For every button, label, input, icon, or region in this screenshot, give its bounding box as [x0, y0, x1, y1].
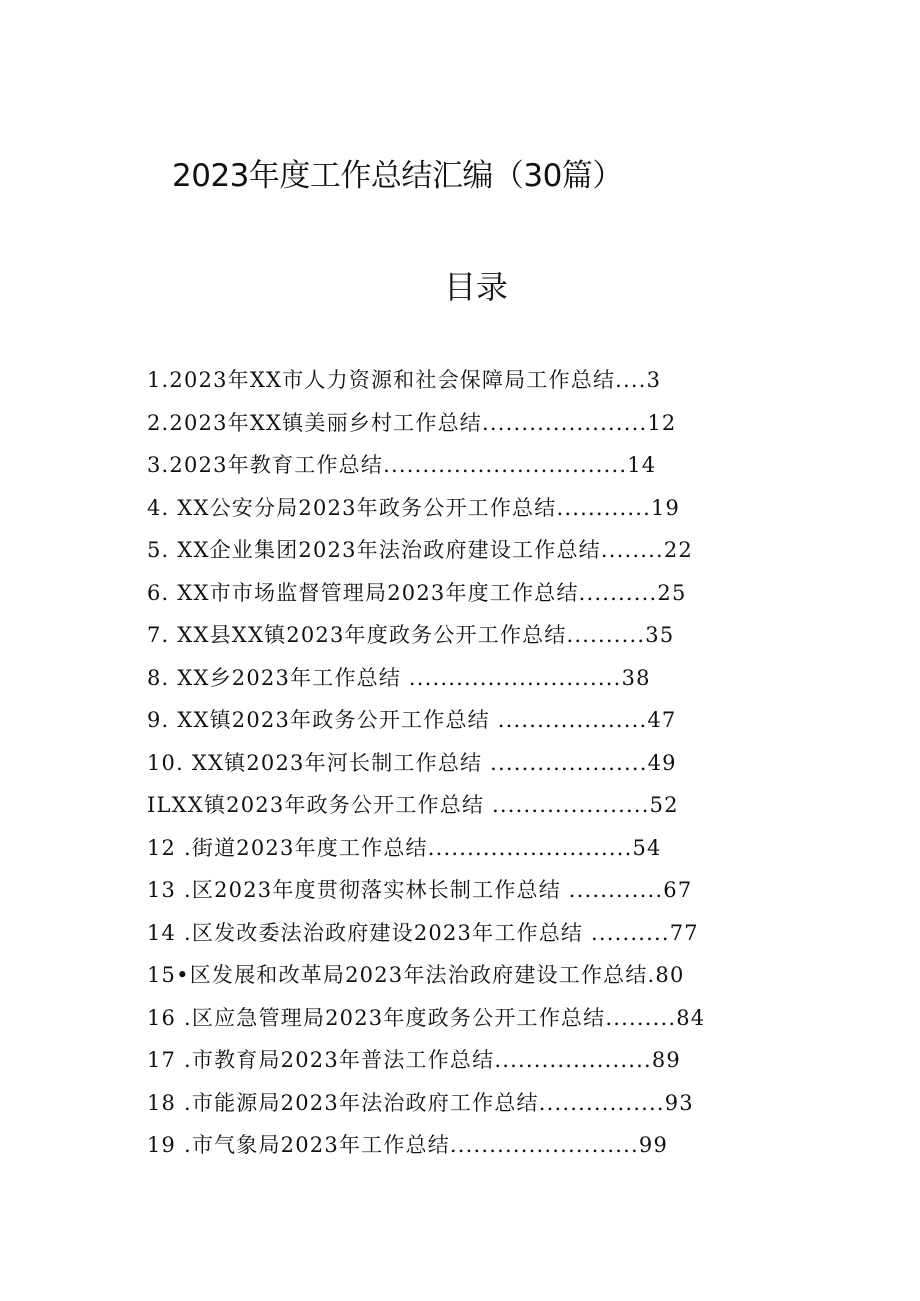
document-title: 2023年度工作总结汇编（30篇） [172, 158, 623, 194]
toc-entry-4[interactable]: 4. XX公安分局2023年政务公开工作总结............19 [147, 495, 681, 520]
toc-entry-2[interactable]: 2.2023年XX镇美丽乡村工作总结.....................12 [147, 410, 677, 435]
toc-heading: 目录 [444, 268, 509, 306]
toc-entry-17[interactable]: 17 .市教育局2023年普法工作总结....................89 [147, 1048, 681, 1072]
toc-entry-10[interactable]: 10. XX镇2023年河长制工作总结 ....................49 [147, 750, 677, 775]
toc-entry-19[interactable]: 19 .市气象局2023年工作总结........................99 [147, 1133, 669, 1157]
toc-entry-9[interactable]: 9. XX镇2023年政务公开工作总结 ...................47 [147, 708, 677, 732]
toc-entry-11[interactable]: ILXX镇2023年政务公开工作总结 ....................52 [147, 793, 679, 817]
toc-entry-7[interactable]: 7. XX县XX镇2023年度政务公开工作总结..........35 [147, 623, 675, 647]
toc-entry-14[interactable]: 14 .区发改委法治政府建设2023年工作总结 ..........77 [147, 920, 699, 945]
toc-list [147, 362, 747, 1170]
toc-entry-3[interactable]: 3.2023年教育工作总结...............................14 [147, 453, 657, 477]
toc-entry-8[interactable]: 8. XX乡2023年工作总结 ...........................38 [147, 665, 651, 690]
toc-entry-18[interactable]: 18 .市能源局2023年法治政府工作总结................93 [147, 1090, 694, 1115]
toc-entry-15[interactable]: 15•区发展和改革局2023年法治政府建设工作总结.80 [147, 963, 685, 987]
toc-entry-13[interactable]: 13 .区2023年度贯彻落实林长制工作总结 ............67 [147, 878, 693, 902]
toc-entry-6[interactable]: 6. XX市市场监督管理局2023年度工作总结..........25 [147, 580, 687, 605]
toc-entry-5[interactable]: 5. XX企业集团2023年法治政府建设工作总结........22 [147, 538, 693, 562]
toc-entry-1[interactable]: 1.2023年XX市人力资源和社会保障局工作总结....3 [147, 368, 662, 392]
toc-entry-12[interactable]: 12 .街道2023年度工作总结..........................54 [147, 835, 662, 860]
toc-entry-16[interactable]: 16 .区应急管理局2023年度政务公开工作总结.........84 [147, 1005, 706, 1030]
